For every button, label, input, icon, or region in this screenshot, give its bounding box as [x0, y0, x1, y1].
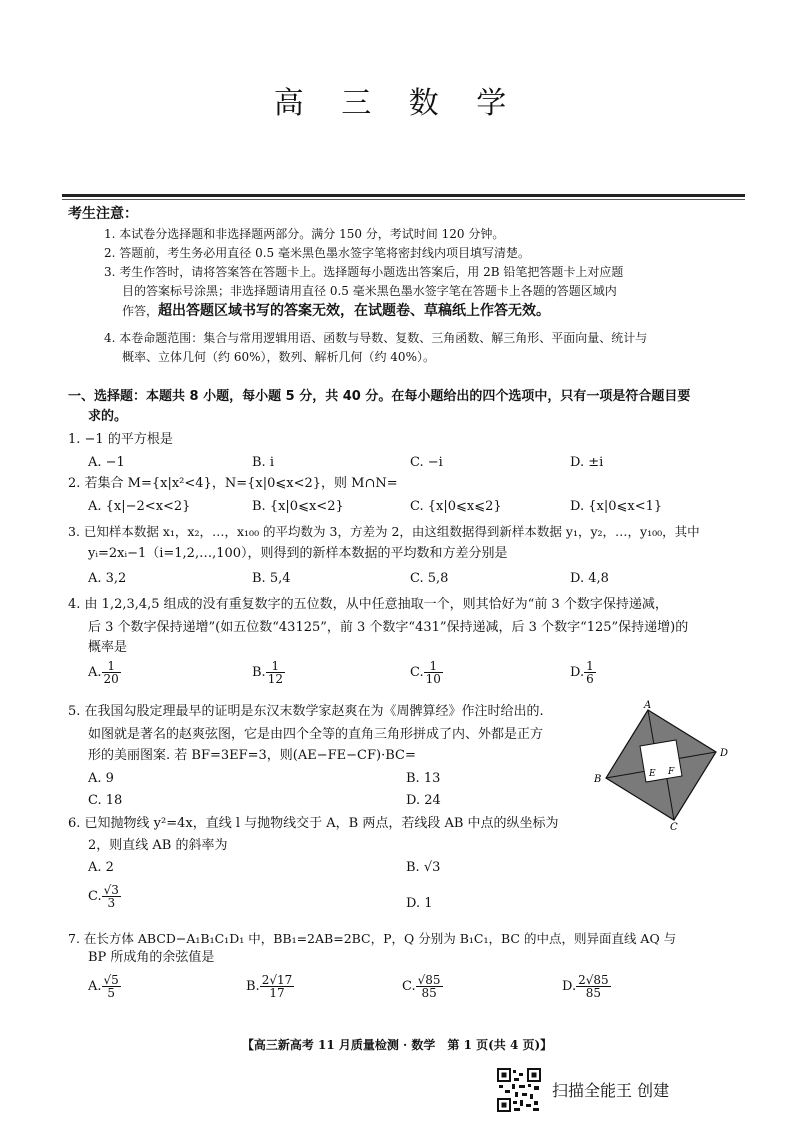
fraction — [576, 974, 611, 999]
notice-item: 目的答案标号涂黑；非选择题请用直径 0.5 毫米黑色墨水签字笔在答题卡上各题的答题区域内 — [122, 284, 617, 298]
notice-item: 概率、立体几何（约 60%），数列、解析几何（约 40%）。 — [122, 350, 435, 364]
numerator: 1 — [586, 659, 594, 673]
question-6-stem-cont: 2，则直线 AB 的斜率为 — [88, 838, 228, 853]
option-label: C. — [410, 665, 424, 680]
inner-square — [640, 740, 682, 782]
denominator: 17 — [269, 986, 285, 1000]
numerator: √85 — [417, 973, 441, 987]
notice-item: 2. 答题前，考生务必用直径 0.5 毫米黑色墨水签字笔将密封线内项目填写清楚。 — [104, 246, 530, 260]
option-label: B. — [246, 979, 260, 994]
question-3-stem: 3. 已知样本数据 x₁，x₂，…，x₁₀₀ 的平均数为 3，方差为 2，由这组数据得到新样本数据 y₁，y₂，…，y₁₀₀，其中 — [68, 524, 700, 539]
notice-heading: 考生注意： — [68, 206, 138, 222]
q2-option-a: A. {x|−2<x<2} — [88, 499, 191, 514]
q5-option-d: D. 24 — [406, 793, 441, 808]
page-footer: 【高三新高考 11 月质量检测 · 数学 第 1 页(共 4 页)】 — [241, 1038, 553, 1052]
denominator: 20 — [103, 672, 119, 686]
question-1-stem: 1. −1 的平方根是 — [68, 432, 173, 447]
numerator: 2√85 — [578, 973, 609, 987]
question-4-stem-cont: 概率是 — [88, 640, 128, 655]
question-3-stem-cont: yᵢ=2xᵢ−1（i=1,2,…,100），则得到的新样本数据的平均数和方差分别是 — [88, 546, 508, 561]
q3-option-d: D. 4,8 — [570, 571, 609, 586]
fraction — [266, 660, 285, 685]
option-label: C. — [402, 979, 416, 994]
numerator: 2√17 — [261, 973, 293, 987]
denominator: 3 — [107, 896, 116, 910]
q3-option-c: C. 5,8 — [410, 571, 449, 586]
numerator: 1 — [266, 660, 285, 673]
fraction — [260, 974, 295, 999]
q5-option-b: B. 13 — [406, 771, 441, 786]
question-5-stem-cont: 形的美丽图案. 若 BF=3EF=3，则(AE−FE−CF)·BC= — [88, 748, 416, 763]
question-6-stem: 6. 已知抛物线 y²=4x，直线 l 与抛物线交于 A，B 两点，若线段 AB 中点的纵坐标为 — [68, 816, 559, 831]
q4-option-b — [252, 660, 285, 685]
label-B: B — [594, 774, 602, 785]
q6-option-d: D. 1 — [406, 896, 433, 911]
q5-option-c: C. 18 — [88, 793, 123, 808]
numerator: 1 — [102, 660, 121, 673]
fraction — [102, 660, 121, 685]
q2-option-c: C. {x|0⩽x⩽2} — [410, 499, 502, 514]
q6-option-c — [88, 884, 121, 909]
q2-option-b: B. {x|0⩽x<2} — [252, 499, 344, 514]
question-7-stem-cont: BP 所成角的余弦值是 — [88, 950, 215, 965]
option-label: D. — [562, 979, 577, 994]
notice-item: 3. 考生作答时，请将答案答在答题卡上。选择题每小题选出答案后，用 2B 铅笔把答题卡上对应题 — [104, 265, 624, 279]
question-5-stem: 5. 在我国勾股定理最早的证明是东汉末数学家赵爽在为《周髀算经》作注时给出的. — [68, 704, 544, 719]
q7-option-c — [402, 974, 443, 999]
zhao-shuang-diagram — [590, 700, 740, 830]
numerator: √3 — [103, 883, 119, 897]
q4-option-c — [410, 660, 443, 685]
qr-code-icon — [497, 1068, 541, 1112]
q4-option-a — [88, 660, 121, 685]
header-rule — [62, 194, 745, 197]
label-E: E — [649, 769, 656, 779]
denominator: 85 — [585, 986, 602, 1000]
section-heading-cont: 求的。 — [88, 409, 128, 424]
q1-option-d: D. ±i — [570, 455, 604, 470]
q5-option-a: A. 9 — [88, 771, 114, 786]
q2-option-d: D. {x|0⩽x<1} — [570, 499, 663, 514]
q7-option-b — [246, 974, 294, 999]
notice-item — [122, 303, 722, 319]
option-label: A. — [88, 665, 102, 680]
question-7-stem: 7. 在长方体 ABCD−A₁B₁C₁D₁ 中，BB₁=2AB=2BC，P，Q 分别为 B₁C₁，BC 的中点，则异面直线 AQ 与 — [68, 931, 677, 946]
option-label: A. — [88, 979, 102, 994]
header-rule-thin — [62, 199, 745, 200]
notice-item: 4. 本卷命题范围：集合与常用逻辑用语、函数与导数、复数、三角函数、解三角形、平面向量、统计与 — [104, 331, 648, 345]
option-label: C. — [88, 889, 102, 904]
question-4-stem-cont: 后 3 个数字保持递增”(如五位数“43125”，前 3 个数字“431”保持递减，后 3 个数字“125”保持递增)的 — [88, 620, 689, 635]
denominator: 5 — [107, 986, 115, 1000]
q7-option-a — [88, 974, 121, 999]
denominator: 12 — [267, 672, 283, 686]
notice-emphasis: 超出答题区域书写的答案无效，在试题卷、草稿纸上作答无效。 — [158, 303, 551, 319]
fraction — [416, 974, 443, 999]
question-2-stem: 2. 若集合 M={x|x²<4}，N={x|0⩽x<2}，则 M∩N= — [68, 476, 398, 491]
q1-option-c: C. −i — [410, 455, 443, 470]
q6-option-a: A. 2 — [88, 860, 114, 875]
label-A: A — [644, 700, 652, 711]
fraction — [102, 974, 121, 999]
fraction — [424, 660, 443, 685]
option-label: D. — [570, 665, 585, 680]
question-4-stem: 4. 由 1,2,3,4,5 组成的没有重复数字的五位数，从中任意抽取一个，则其恰好为“前 3 个数字保持递减， — [68, 597, 668, 612]
q1-option-a: A. −1 — [88, 455, 125, 470]
q3-option-b: B. 5,4 — [252, 571, 291, 586]
label-C: C — [670, 822, 678, 830]
q1-option-b: B. i — [252, 455, 274, 470]
q6-option-b: B. √3 — [406, 860, 441, 875]
q3-option-a: A. 3,2 — [88, 571, 127, 586]
q4-option-d — [570, 660, 596, 685]
q7-option-d — [562, 974, 611, 999]
denominator: 85 — [421, 986, 437, 1000]
label-D: D — [720, 748, 729, 759]
page-title: 高 三 数 学 — [273, 86, 521, 121]
scanner-watermark: 扫描全能王 创建 — [552, 1081, 670, 1100]
numerator: 1 — [424, 660, 443, 673]
notice-item: 1. 本试卷分选择题和非选择题两部分。满分 150 分，考试时间 120 分钟。 — [104, 227, 505, 241]
option-label: B. — [252, 665, 266, 680]
question-5-stem-cont: 如图就是著名的赵爽弦图，它是由四个全等的直角三角形拼成了内、外都是正方 — [88, 727, 544, 742]
section-heading: 一、选择题：本题共 8 小题，每小题 5 分，共 40 分。在每小题给出的四个选项中，只有一项是符合题目要 — [68, 389, 691, 404]
denominator: 6 — [586, 672, 594, 686]
denominator: 10 — [425, 672, 441, 686]
fraction — [584, 660, 596, 685]
fraction — [102, 884, 121, 909]
notice-text: 作答， — [122, 304, 159, 318]
numerator: √5 — [103, 973, 119, 987]
label-F: F — [668, 767, 675, 777]
